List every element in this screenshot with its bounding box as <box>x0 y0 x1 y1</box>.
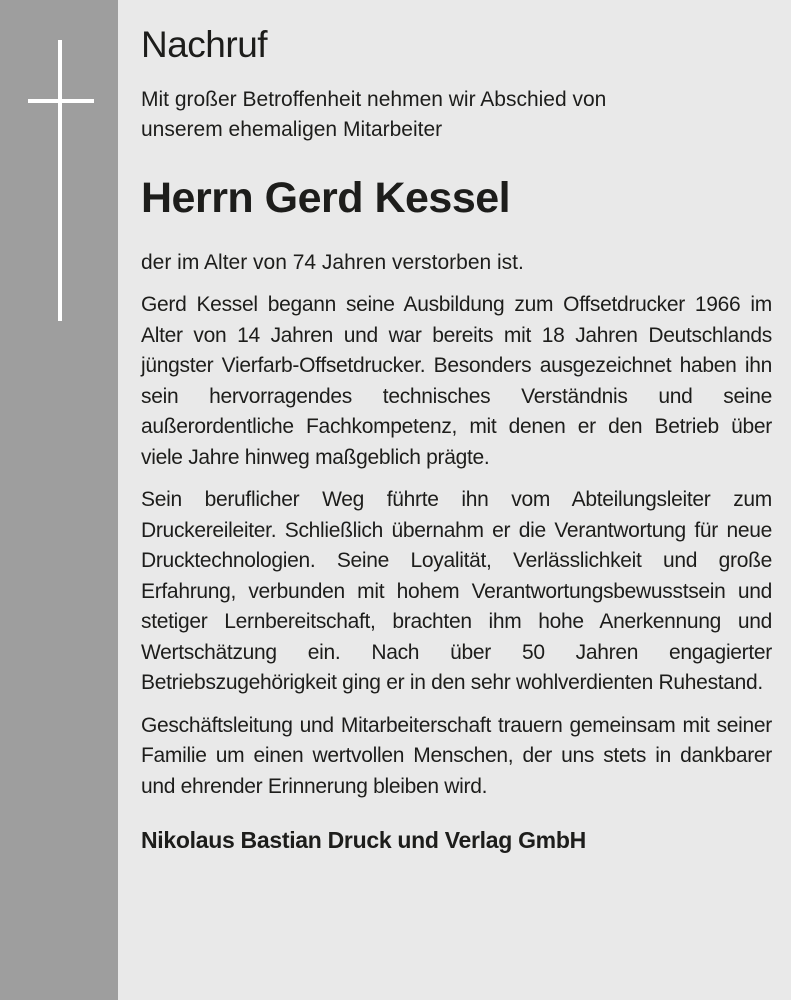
obituary-content <box>141 20 772 856</box>
intro-text <box>141 85 772 145</box>
cross-icon <box>58 40 62 321</box>
cross-icon-crossbar <box>28 99 94 103</box>
side-band <box>0 0 118 1000</box>
paragraph-career-start: Gerd Kessel begann seine Ausbildung zum Offsetdrucker 1966 im Alter von 14 Jahren und war bereits mit 18 Jahren Deutschlands jüngster Vierfarb-Offsetdrucker. Besonders ausgezeichnet haben ihn sein hervorragendes technisches Verständnis und seine außerordentliche Fachkompetenz, mit denen er den Betrieb über viele Jahre hinweg maßgeblich prägte. <box>141 293 772 469</box>
intro-line-2: unserem ehemaligen Mitarbeiter <box>141 118 443 141</box>
paragraph-mourning: Geschäftsleitung und Mitarbeiterschaft trauern gemeinsam mit seiner Familie um einen wertvollen Menschen, der uns stets in dankbarer und ehrender Erinnerung bleiben wird. <box>141 713 772 798</box>
intro-line-1: Mit großer Betroffenheit nehmen wir Abschied von <box>141 88 607 111</box>
company-signature: Nikolaus Bastian Druck und Verlag GmbH <box>141 827 586 853</box>
age-line: der im Alter von 74 Jahren verstorben ist. <box>141 251 524 274</box>
obituary-heading: Nachruf <box>141 24 268 65</box>
deceased-name: Herrn Gerd Kessel <box>141 174 511 222</box>
paragraph-career-path: Sein beruflicher Weg führte ihn vom Abteilungsleiter zum Druckereileiter. Schließlich übernahm er die Verantwortung für neue Drucktechnologien. Seine Loyalität, Verlässlichkeit und große Erfahrung, verbunden mit hohem Verantwortungsbewusstsein und stetiger Lernbereitschaft, brachten ihm hohe Anerkennung und Wertschätzung ein. Nach über 50 Jahren engagierter Betriebszugehörigkeit ging er in den sehr wohlverdienten Ruhestand. <box>141 488 772 694</box>
